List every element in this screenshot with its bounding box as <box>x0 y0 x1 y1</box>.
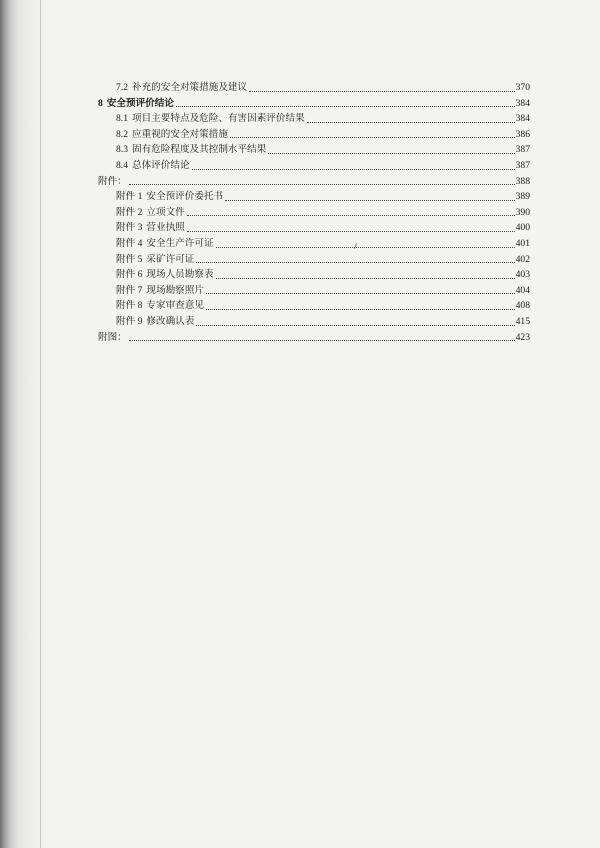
toc-entry-page: 400 <box>515 222 530 234</box>
toc-entry-page: 384 <box>515 113 530 125</box>
toc-entry <box>98 330 530 346</box>
toc-entry-page: 387 <box>515 144 530 156</box>
toc-entry-title: 应重视的安全对策措施 <box>132 128 228 140</box>
toc-entry <box>98 283 530 299</box>
toc-entry <box>98 298 530 314</box>
toc-entry-title: 修改确认表 <box>146 315 195 327</box>
toc-entry-title: 现场勘察照片 <box>146 284 204 296</box>
dot-leader <box>129 340 515 341</box>
dot-leader <box>129 184 515 185</box>
toc-entry-title: 安全预评价委托书 <box>146 191 224 203</box>
toc-entry-number: 附件 1 <box>116 191 143 203</box>
toc-entry-number: 8.3 <box>116 144 128 156</box>
binding-edge <box>40 0 41 848</box>
dot-leader <box>196 262 514 263</box>
toc-entry <box>98 189 530 205</box>
toc-entry-page: 386 <box>515 128 530 140</box>
dot-leader <box>216 247 515 248</box>
toc-entry-page: 370 <box>515 82 530 93</box>
toc-entry-title: 附图： <box>98 331 127 343</box>
dot-leader <box>216 278 515 279</box>
toc-entry-title: 现场人员勘察表 <box>146 269 214 281</box>
toc-entry-number: 8.1 <box>116 113 128 125</box>
dot-leader <box>187 215 515 216</box>
toc-entry-page: 401 <box>515 237 530 249</box>
toc-entry-number: 附件 9 <box>116 315 143 327</box>
toc-entry <box>98 205 530 221</box>
toc-entry-number: 附件 4 <box>116 237 143 249</box>
toc-entry-number: 附件 5 <box>116 253 143 265</box>
dot-leader <box>196 325 514 326</box>
toc-entry-number: 8.4 <box>116 159 128 171</box>
toc-entry <box>98 267 530 283</box>
toc-entry <box>98 220 530 236</box>
toc-entry-page: 402 <box>515 253 530 265</box>
toc-entry <box>98 158 530 174</box>
toc-entry <box>98 80 530 96</box>
toc-entry-page: 390 <box>515 206 530 218</box>
dot-leader <box>225 200 514 201</box>
toc-entry-title: 总体评价结论 <box>132 159 190 171</box>
toc-entry <box>98 314 530 330</box>
toc-entry-number: 附件 3 <box>116 222 143 234</box>
table-of-contents <box>98 80 530 345</box>
toc-entry-page: 408 <box>515 300 530 312</box>
toc-entry-page: 403 <box>515 269 530 281</box>
toc-entry-number: 附件 2 <box>116 206 143 218</box>
toc-entry-page: 423 <box>515 331 530 343</box>
toc-entry-title: 营业执照 <box>146 222 185 234</box>
toc-entry-page: 389 <box>515 191 530 203</box>
dot-leader <box>187 231 515 232</box>
toc-entry-page: 415 <box>515 315 530 327</box>
toc-entry-title: 安全预评价结论 <box>106 97 174 109</box>
dot-leader <box>307 122 515 123</box>
dot-leader <box>268 153 514 154</box>
toc-entry <box>98 111 530 127</box>
toc-entry <box>98 142 530 158</box>
toc-entry-title: 固有危险程度及其控制水平结果 <box>132 144 267 156</box>
toc-entry-title: 附件： <box>98 175 127 187</box>
toc-entry-title: 专家审查意见 <box>146 300 204 312</box>
toc-entry-title: 安全生产许可证 <box>146 237 214 249</box>
toc-entry-title: 项目主要特点及危险、有害因素评价结果 <box>132 113 305 125</box>
toc-entry-title: 采矿许可证 <box>146 253 195 265</box>
dot-leader <box>206 309 515 310</box>
toc-entry-number: 8.2 <box>116 128 128 140</box>
toc-entry <box>98 96 530 112</box>
toc-entry-page: 388 <box>515 175 530 187</box>
toc-entry <box>98 127 530 143</box>
toc-entry-title: 立项文件 <box>146 206 185 218</box>
toc-entry-number: 8 <box>98 97 103 109</box>
toc-entry-number: 7.2 <box>116 82 128 93</box>
toc-entry <box>98 252 530 268</box>
dot-leader <box>206 293 515 294</box>
toc-entry-number: 附件 8 <box>116 300 143 312</box>
toc-entry-number: 附件 7 <box>116 284 143 296</box>
toc-entry-page: 404 <box>515 284 530 296</box>
dot-leader <box>230 137 515 138</box>
toc-entry-title: 补充的安全对策措施及建议 <box>132 82 248 93</box>
toc-entry-number: 附件 6 <box>116 269 143 281</box>
dot-leader <box>249 91 514 92</box>
dot-leader <box>192 169 515 170</box>
toc-entry <box>98 174 530 190</box>
dot-leader <box>176 106 515 107</box>
toc-entry <box>98 236 530 252</box>
toc-entry-page: 387 <box>515 159 530 171</box>
toc-entry-page: 384 <box>515 97 530 109</box>
